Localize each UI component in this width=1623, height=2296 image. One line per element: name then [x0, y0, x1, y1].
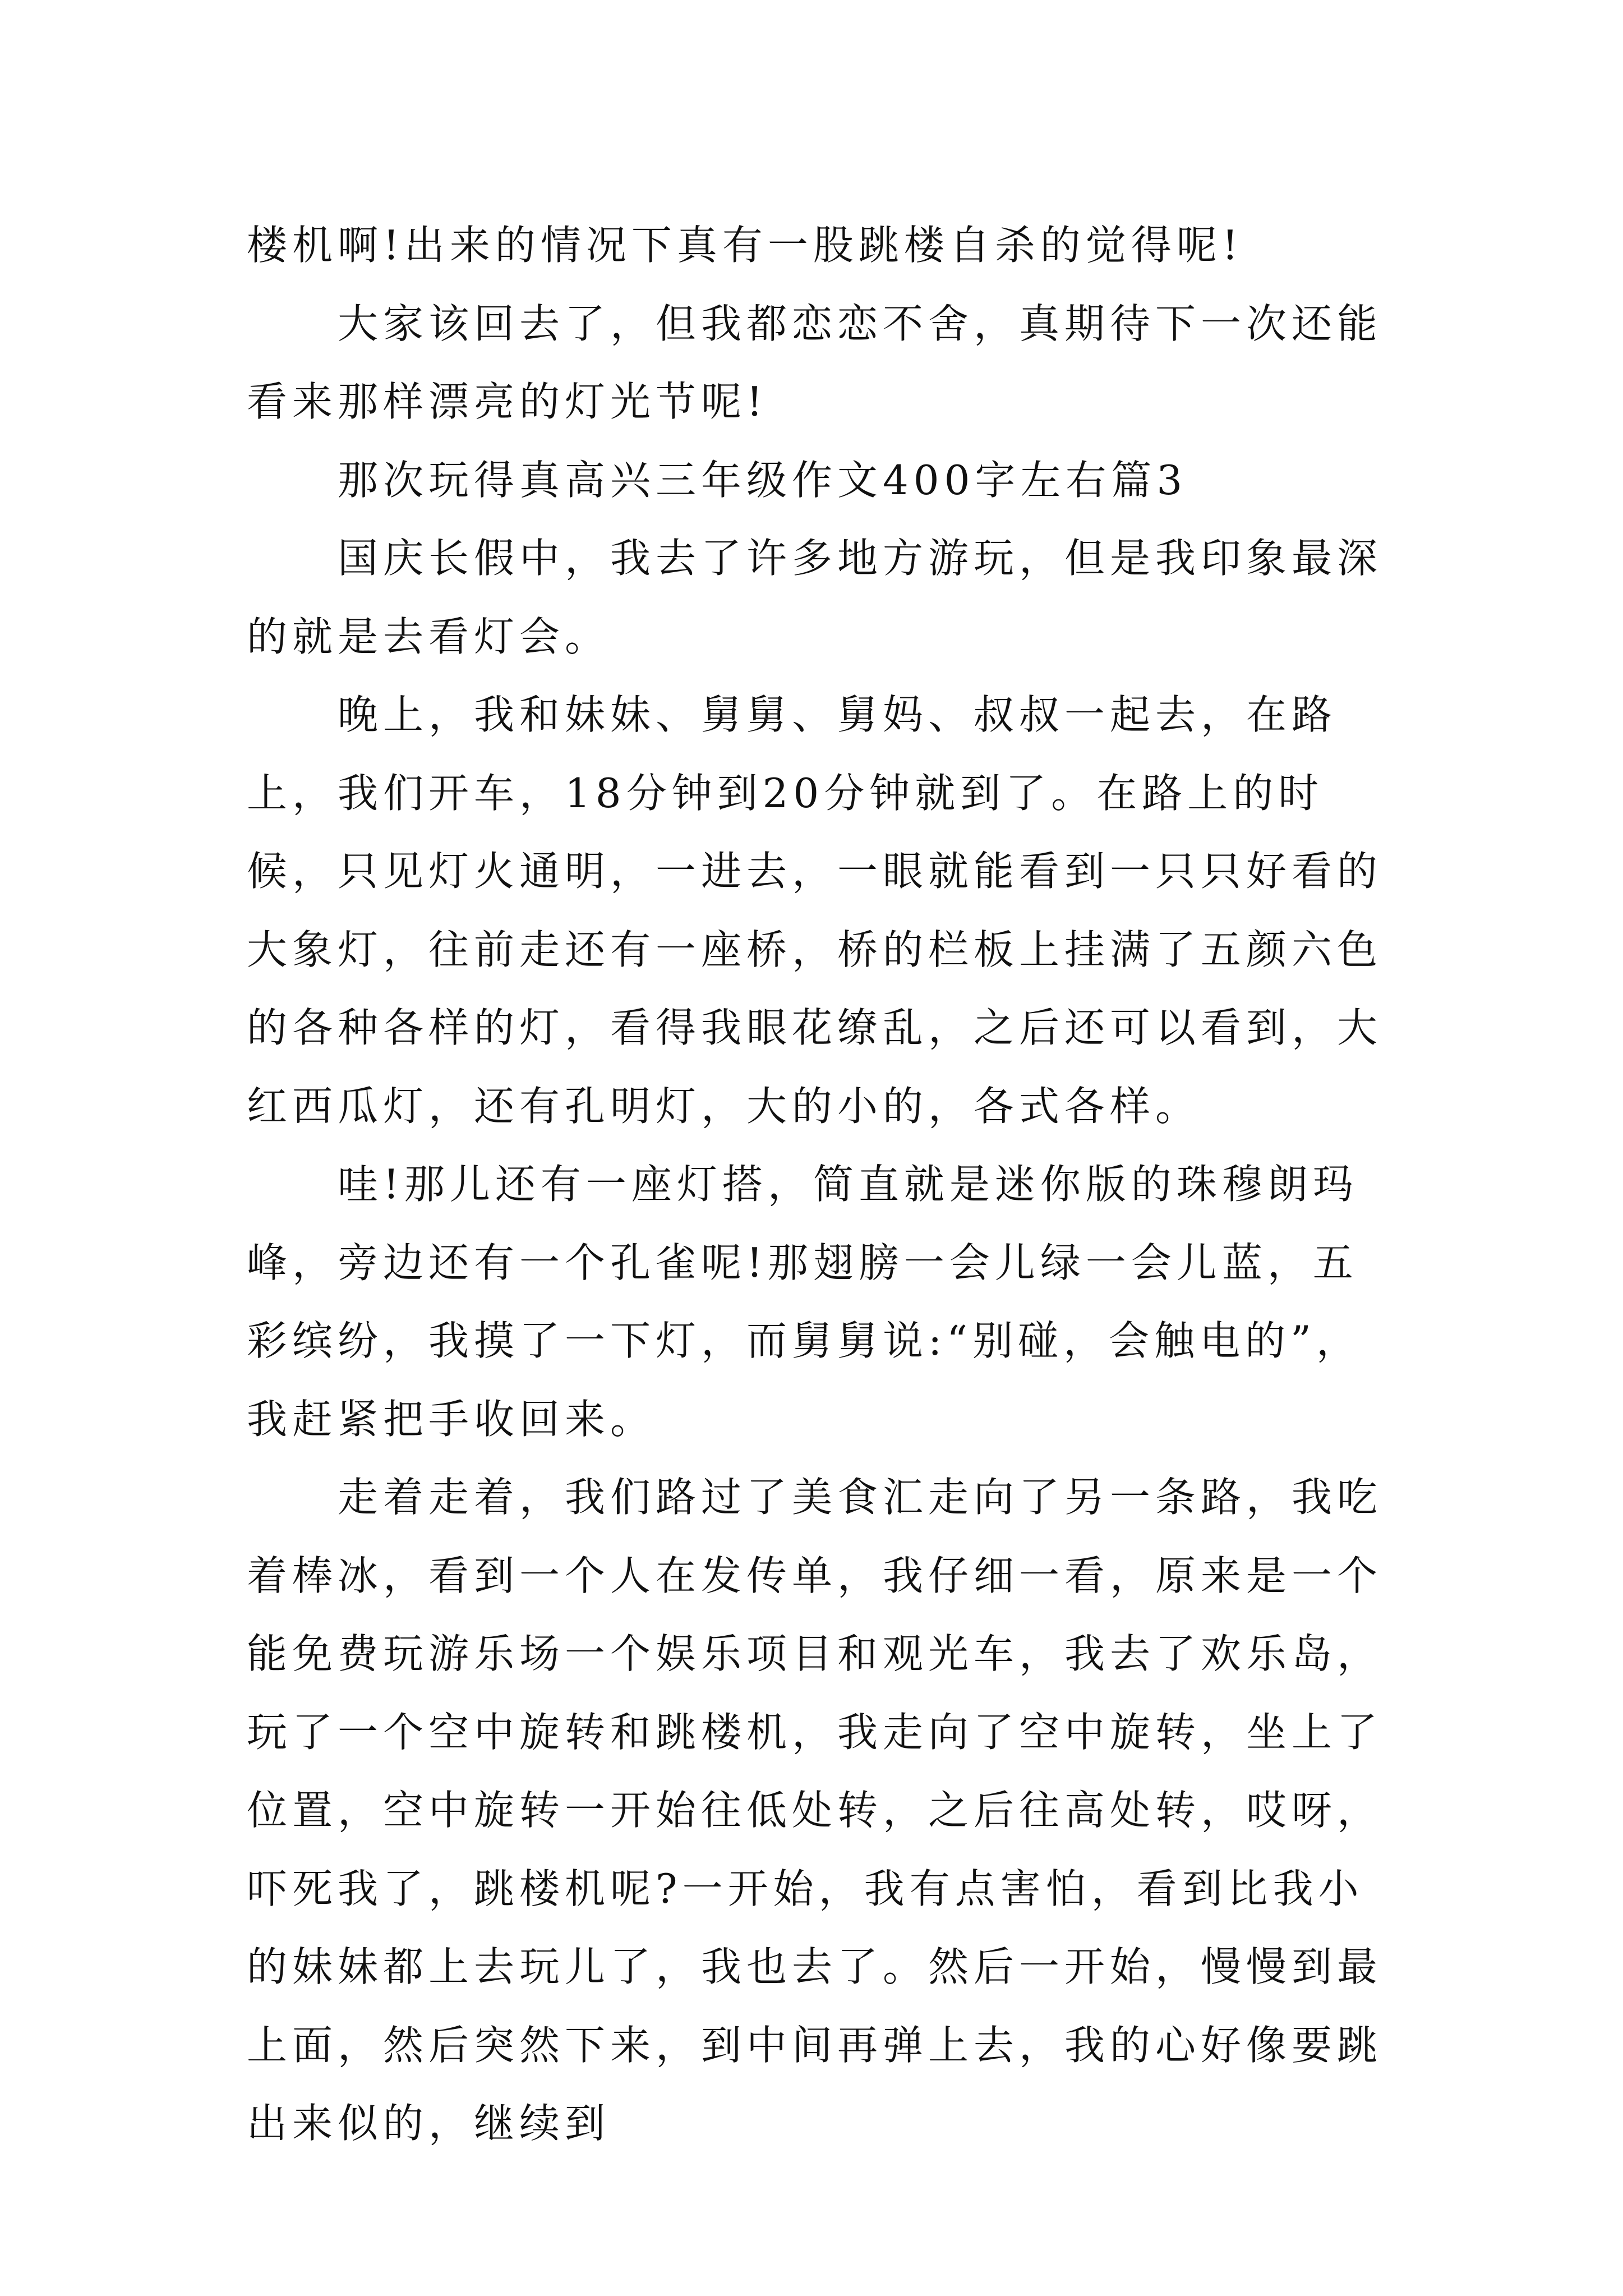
paragraph: 哇!那儿还有一座灯搭，简直就是迷你版的珠穆朗玛峰，旁边还有一个孔雀呢!那翅膀一会儿绿一会儿蓝，五彩缤纷，我摸了一下灯，而舅舅说:“别碰，会触电的”，我赶紧把手收回来。 [247, 1161, 1362, 1443]
paragraph: 楼机啊!出来的情况下真有一股跳楼自杀的觉得呢! [247, 222, 1243, 269]
section-heading: 那次玩得真高兴三年级作文400字左右篇3 [338, 456, 1188, 504]
paragraph: 国庆长假中，我去了许多地方游玩，但是我印象最深的就是去看灯会。 [247, 535, 1383, 660]
document-body [247, 206, 1385, 2163]
paragraph: 大家该回去了，但我都恋恋不舍，真期待下一次还能看来那样漂亮的灯光节呢! [247, 300, 1383, 425]
paragraph: 晚上，我和妹妹、舅舅、舅妈、叔叔一起去，在路上，我们开车，18分钟到20分钟就到了。在路上的时候，只见灯火通明，一进去，一眼就能看到一只只好看的大象灯，往前走还有一座桥，桥的栏板上挂满了五颜六色的各种各样的灯，看得我眼花缭乱，之后还可以看到，大红西瓜灯，还有孔明灯，大的小的，各式各样。 [247, 691, 1383, 1130]
paragraph: 走着走着，我们路过了美食汇走向了另一条路，我吃着棒冰，看到一个人在发传单，我仔细一看，原来是一个能免费玩游乐场一个娱乐项目和观光车，我去了欢乐岛，玩了一个空中旋转和跳楼机，我走向了空中旋转，坐上了位置，空中旋转一开始往低处转，之后往高处转，哎呀，吓死我了，跳楼机呢?一开始，我有点害怕，看到比我小的妹妹都上去玩儿了，我也去了。然后一开始，慢慢到最上面，然后突然下来，到中间再弹上去，我的心好像要跳出来似的，继续到 [247, 1474, 1383, 2147]
